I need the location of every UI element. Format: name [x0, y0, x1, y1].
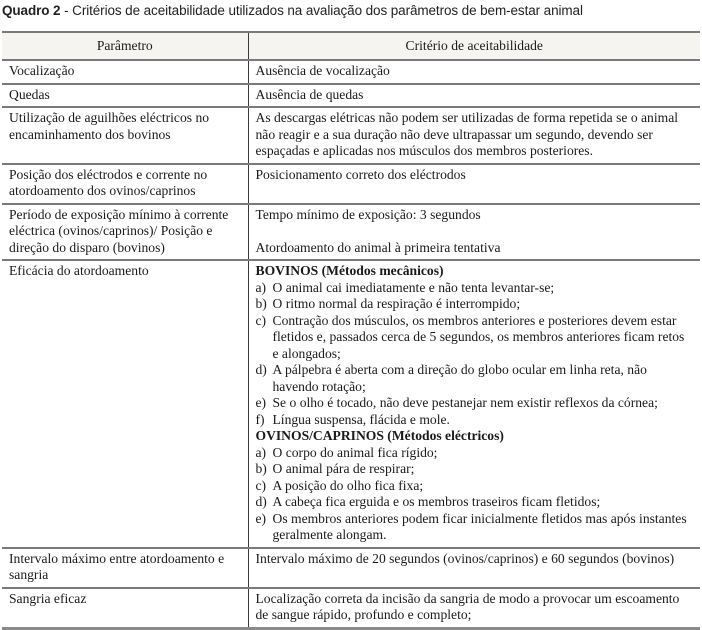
list-item: b) O ritmo normal da respiração é interrompido; — [255, 296, 521, 311]
section-title-ovinos-caprinos: OVINOS/CAPRINOS (Métodos eléctricos) — [255, 428, 504, 443]
table-row — [2, 164, 700, 204]
list-item: d) A cabeça fica erguida e os membros traseiros ficam fletidos; — [255, 494, 601, 509]
param-cell: Quedas — [2, 84, 248, 108]
param-cell: Utilização de aguilhões eléctricos no encaminhamento dos bovinos — [2, 107, 248, 164]
criterion-text-2: Atordoamento do animal à primeira tentativa — [255, 239, 501, 255]
table-row — [2, 588, 700, 629]
param-cell: Posição dos eléctrodos e corrente no atordoamento dos ovinos/caprinos — [2, 164, 248, 204]
list-item: d) A pálpebra é aberta com a direção do globo ocular em linha reta, não havendo rotação; — [255, 362, 647, 394]
list-item: e) Se o olho é tocado, não deve pestanejar nem existir reflexos da córnea; — [255, 395, 658, 410]
table-row — [2, 548, 700, 588]
param-cell: Vocalização — [2, 60, 248, 84]
section-title-bovinos: BOVINOS (Métodos mecânicos) — [255, 263, 444, 278]
list-item: b) O animal pára de respirar; — [255, 461, 415, 476]
list-item: c) Contração dos músculos, os membros anteriores e posteriores devem estar fletidos e, passados cerca de 5 segundos, os membros anteriores ficam retos e alongados; — [255, 312, 685, 361]
criterion-text: Posicionamento correto dos eléctrodos — [255, 166, 466, 182]
criterion-cell: Ausência de vocalização — [248, 60, 700, 84]
list-item: e) Os membros anteriores podem ficar inicialmente fletidos mas após instantes geralmente alongam. — [255, 510, 687, 542]
criterion-cell: As descargas elétricas não podem ser utilizadas de forma repetida se o animal não reagir e a sua duração não deve ultrapassar um segundo, devendo ser espaçadas e aplicadas nos músculos dos membros posteriores. — [248, 107, 700, 164]
criterion-cell: Intervalo máximo de 20 segundos (ovinos/caprinos) e 60 segundos (bovinos) — [248, 548, 700, 588]
table-row — [2, 84, 700, 108]
list-item: a) O animal cai imediatamente e não tenta levantar-se; — [255, 279, 555, 295]
list-item: f) Língua suspensa, flácida e mole. — [255, 411, 450, 427]
criterion-cell: Localização correta da incisão da sangria de modo a provocar um escoamento de sangue rápido, profundo e completo; — [248, 588, 700, 629]
header-criterio: Critério de aceitabilidade — [248, 32, 700, 60]
criterion-cell — [248, 204, 700, 261]
param-cell: Período de exposição mínimo à corrente eléctrica (ovinos/caprinos)/ Posição e direção do disparo (bovinos) — [2, 204, 248, 261]
param-cell: Eficácia do atordoamento — [2, 260, 248, 548]
table-row — [2, 204, 700, 261]
list-item: a) O corpo do animal fica rígido; — [255, 444, 438, 460]
table-caption — [2, 3, 583, 18]
criterion-cell: Ausência de quedas — [248, 84, 700, 108]
criterion-cell — [248, 164, 700, 204]
criteria-table — [2, 31, 700, 630]
caption-text: - Critérios de aceitabilidade utilizados na avaliação dos parâmetros de bem-estar animal — [60, 3, 583, 18]
param-cell: Sangria eficaz — [2, 588, 248, 629]
header-parametro: Parâmetro — [2, 32, 248, 60]
list-item: c) A posição do olho fica fixa; — [255, 477, 424, 493]
param-cell: Intervalo máximo entre atordoamento e sangria — [2, 548, 248, 588]
criterion-cell — [248, 260, 700, 548]
table-row — [2, 60, 700, 84]
caption-label: Quadro 2 — [2, 3, 61, 18]
table-row — [2, 107, 700, 164]
table-row — [2, 260, 700, 548]
header-row — [2, 32, 700, 60]
criterion-text-1: Tempo mínimo de exposição: 3 segundos — [255, 206, 481, 222]
